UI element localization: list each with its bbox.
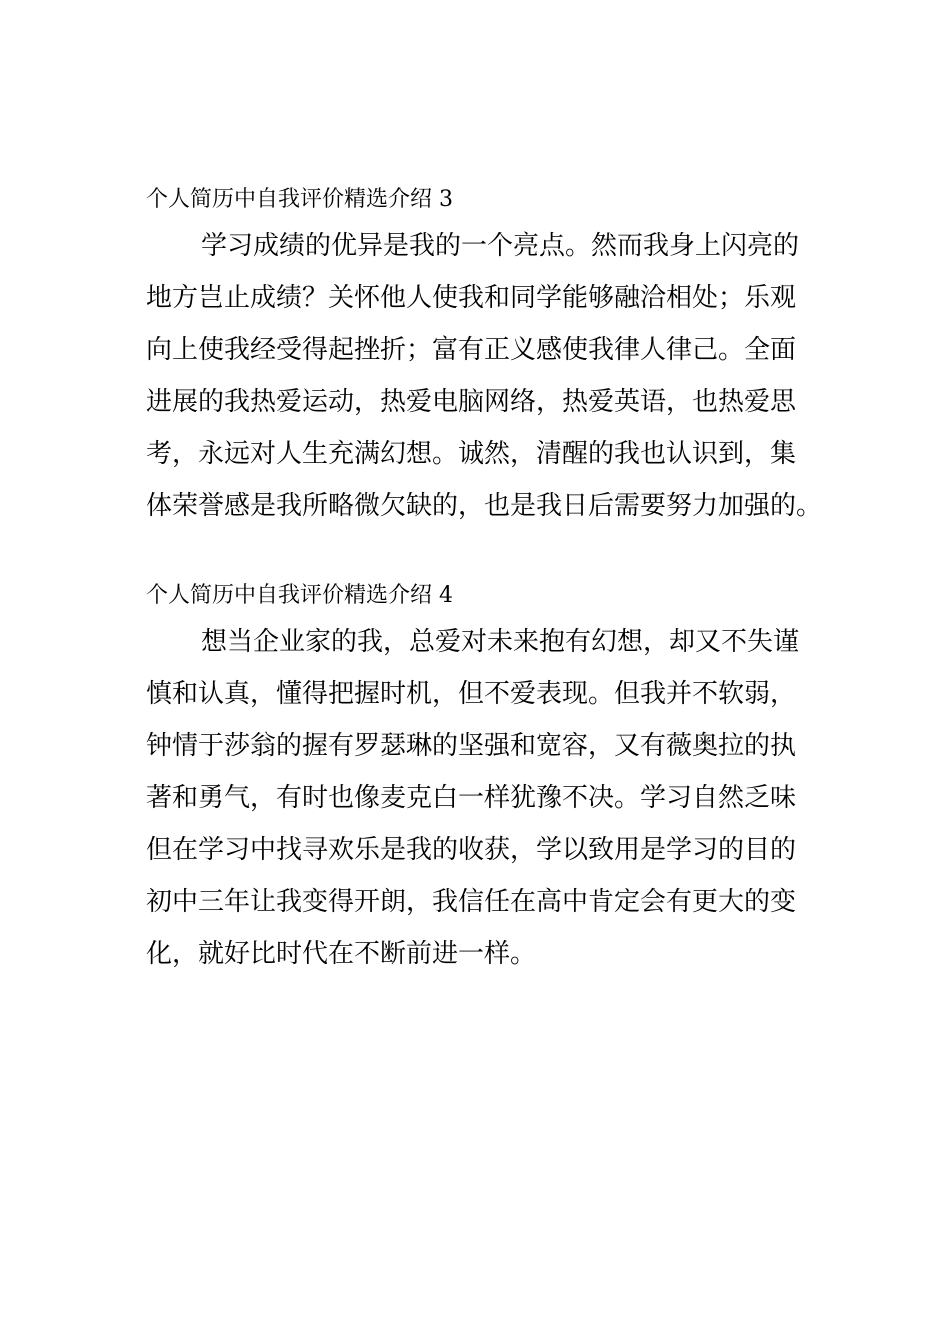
paragraph-line: 化，就好比时代在不断前进一样。 bbox=[146, 939, 537, 969]
document-content bbox=[146, 180, 823, 980]
paragraph-line: 著和勇气，有时也像麦克白一样犹豫不决。学习自然乏味 bbox=[146, 783, 797, 813]
paragraph-line: 体荣誉感是我所略微欠缺的，也是我日后需要努力加强的。 bbox=[146, 491, 823, 521]
section-paragraph bbox=[146, 616, 808, 980]
paragraph-line: 钟情于莎翁的握有罗瑟琳的坚强和宽容，又有薇奥拉的执 bbox=[146, 731, 797, 761]
paragraph-line: 想当企业家的我，总爱对未来抱有幻想，却又不失谨 bbox=[201, 627, 800, 657]
paragraph-line: 地方岂止成绩？关怀他人使我和同学能够融洽相处；乐观 bbox=[146, 283, 797, 313]
paragraph-line: 但在学习中找寻欢乐是我的收获，学以致用是学习的目的 bbox=[146, 835, 797, 865]
section-heading: 个人简历中自我评价精选介绍 3 bbox=[146, 187, 453, 212]
section-paragraph bbox=[146, 220, 823, 532]
section-3 bbox=[146, 180, 823, 532]
paragraph-line: 学习成绩的优异是我的一个亮点。然而我身上闪亮的 bbox=[201, 231, 800, 261]
paragraph-line: 考，永远对人生充满幻想。诚然，清醒的我也认识到，集 bbox=[146, 439, 797, 469]
paragraph-line: 初中三年让我变得开朗，我信任在高中肯定会有更大的变 bbox=[146, 887, 797, 917]
paragraph-line: 慎和认真，懂得把握时机，但不爱表现。但我并不软弱， bbox=[146, 679, 797, 709]
section-4 bbox=[146, 576, 808, 980]
section-heading: 个人简历中自我评价精选介绍 4 bbox=[146, 583, 453, 608]
paragraph-line: 向上使我经受得起挫折；富有正义感使我律人律己。全面 bbox=[146, 335, 797, 365]
paragraph-line: 进展的我热爱运动，热爱电脑网络，热爱英语，也热爱思 bbox=[146, 387, 797, 417]
